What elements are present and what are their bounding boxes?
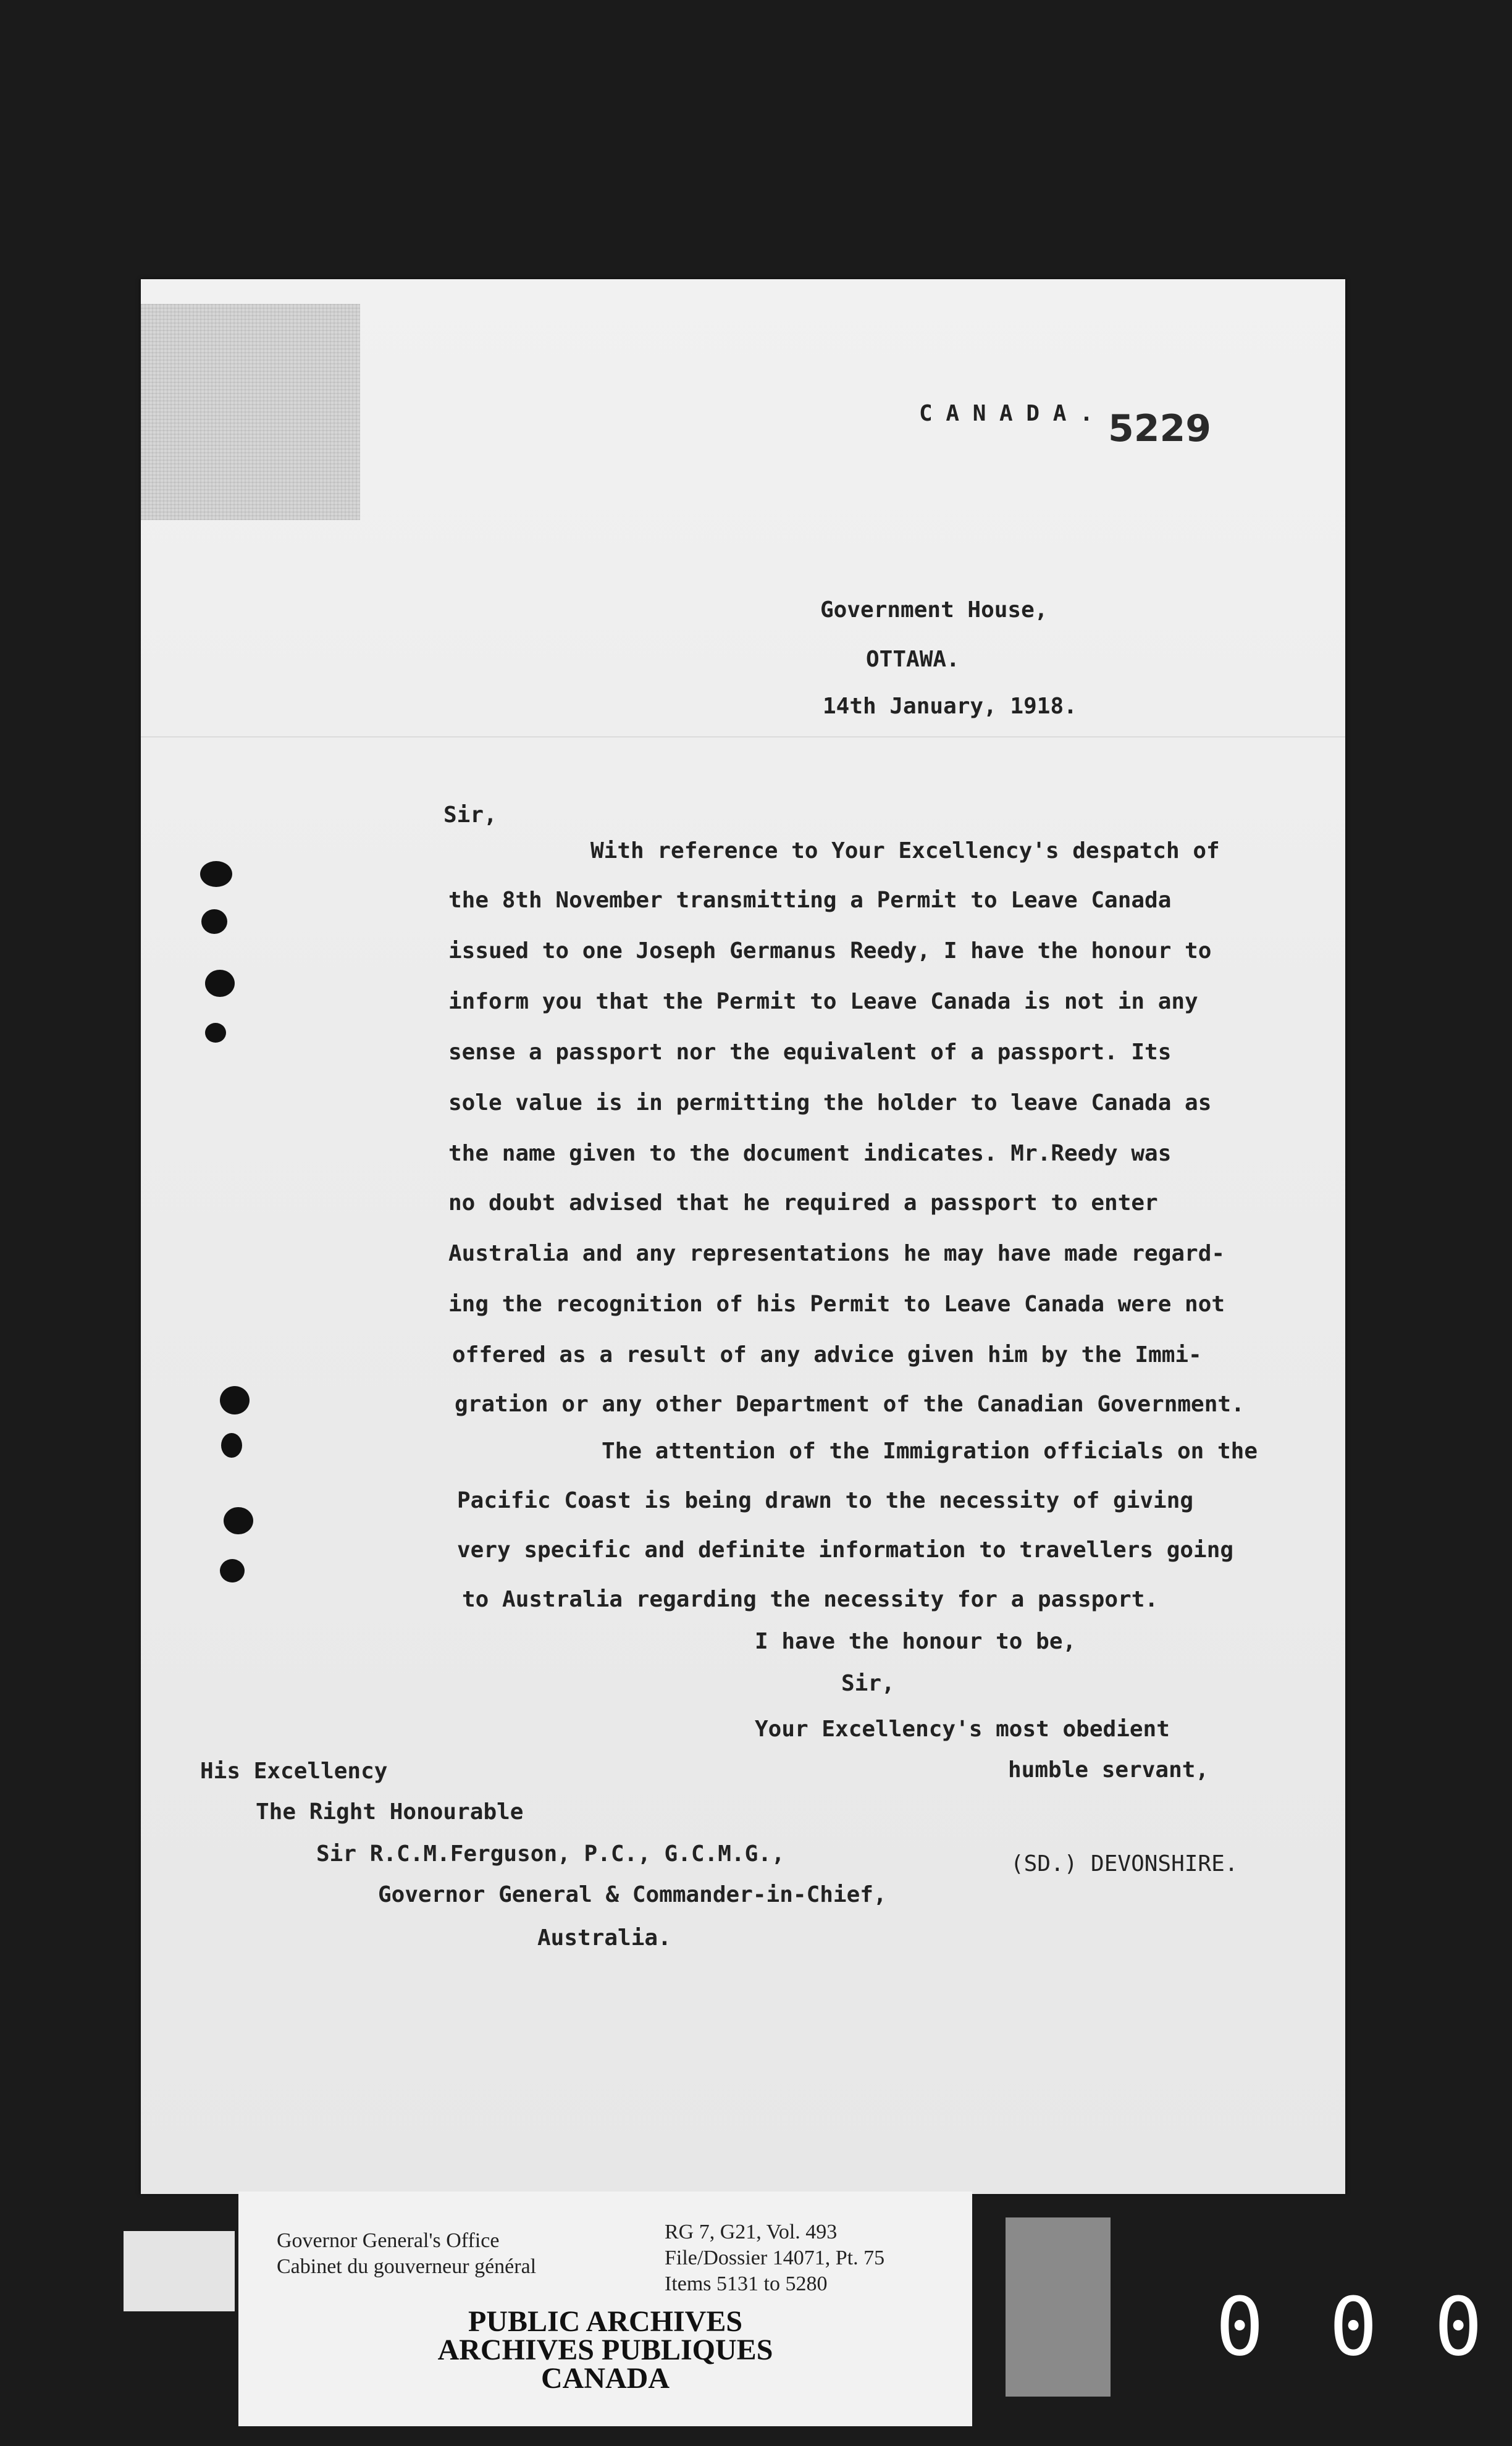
body-line: Australia and any representations he may have made regard- <box>448 1241 1225 1266</box>
body-line: issued to one Joseph Germanus Reedy, I have the honour to <box>448 938 1212 964</box>
letter-page <box>141 279 1345 2194</box>
frame-counter-digit: 0 <box>1216 2280 1264 2374</box>
punch-hole <box>200 861 232 887</box>
body-line: With reference to Your Excellency's despatch of <box>590 838 1220 864</box>
body-line: the 8th November transmitting a Permit to Leave Canada <box>448 888 1172 913</box>
reference-card-right <box>1006 2217 1111 2397</box>
closing-line-2: Sir, <box>841 1671 895 1696</box>
reference-line-2: File/Dossier 14071, Pt. 75 <box>665 2246 885 2269</box>
punch-hole <box>220 1386 250 1414</box>
reference-card-left <box>124 2231 235 2311</box>
body-line: offered as a result of any advice given him by the Immi- <box>452 1342 1202 1368</box>
file-number-stamp: 5229 <box>1108 407 1211 450</box>
punch-hole <box>205 1023 226 1043</box>
punch-hole <box>201 909 227 934</box>
country-heading: C A N A D A . <box>919 401 1093 426</box>
fold-crease <box>141 736 1345 738</box>
body-line: The attention of the Immigration officials on the <box>602 1439 1258 1464</box>
addressee-line: Governor General & Commander-in-Chief, <box>378 1882 887 1907</box>
reference-line-3: Items 5131 to 5280 <box>665 2272 828 2295</box>
body-line: gration or any other Department of the Canadian Government. <box>455 1392 1245 1417</box>
addressee-line: His Excellency <box>200 1759 388 1784</box>
address-line-2: OTTAWA. <box>866 647 960 672</box>
frame-counter-digit: 0 <box>1329 2280 1378 2374</box>
closing-line-4: humble servant, <box>1008 1757 1209 1783</box>
office-name-fr: Cabinet du gouverneur général <box>277 2255 537 2278</box>
address-line-1: Government House, <box>820 597 1048 623</box>
salutation: Sir, <box>443 802 497 828</box>
signature: (SD.) DEVONSHIRE. <box>1010 1851 1238 1877</box>
tape-patch <box>141 304 360 520</box>
body-line: very specific and definite information to travellers going <box>457 1537 1234 1563</box>
closing-line-3: Your Excellency's most obedient <box>755 1717 1170 1742</box>
punch-hole <box>205 970 235 997</box>
addressee-line: The Right Honourable <box>256 1799 524 1825</box>
punch-hole <box>221 1433 242 1458</box>
body-line: Pacific Coast is being drawn to the necessity of giving <box>457 1488 1194 1513</box>
letter-date: 14th January, 1918. <box>823 694 1077 719</box>
archives-country: CANADA <box>541 2362 670 2395</box>
body-line: the name given to the document indicates. Mr.Reedy was <box>448 1141 1172 1166</box>
body-line: sole value is in permitting the holder to leave Canada as <box>448 1090 1212 1116</box>
archive-label <box>238 2192 972 2426</box>
punch-hole <box>220 1559 245 1582</box>
body-line: to Australia regarding the necessity for a passport. <box>462 1587 1159 1612</box>
body-line: inform you that the Permit to Leave Canada is not in any <box>448 989 1198 1014</box>
archives-title-fr: ARCHIVES PUBLIQUES <box>437 2334 773 2366</box>
body-line: sense a passport nor the equivalent of a passport. Its <box>448 1040 1172 1065</box>
reference-line-1: RG 7, G21, Vol. 493 <box>665 2221 838 2243</box>
body-line: no doubt advised that he required a passport to enter <box>448 1190 1158 1216</box>
archives-title-en: PUBLIC ARCHIVES <box>468 2305 743 2338</box>
frame-counter-digit: 0 <box>1434 2280 1483 2374</box>
office-name-en: Governor General's Office <box>277 2229 500 2252</box>
punch-hole <box>224 1507 253 1534</box>
addressee-line: Australia. <box>537 1925 671 1951</box>
addressee-line: Sir R.C.M.Ferguson, P.C., G.C.M.G., <box>316 1841 785 1867</box>
body-line: ing the recognition of his Permit to Leave Canada were not <box>448 1292 1225 1317</box>
closing-line-1: I have the honour to be, <box>755 1629 1077 1654</box>
